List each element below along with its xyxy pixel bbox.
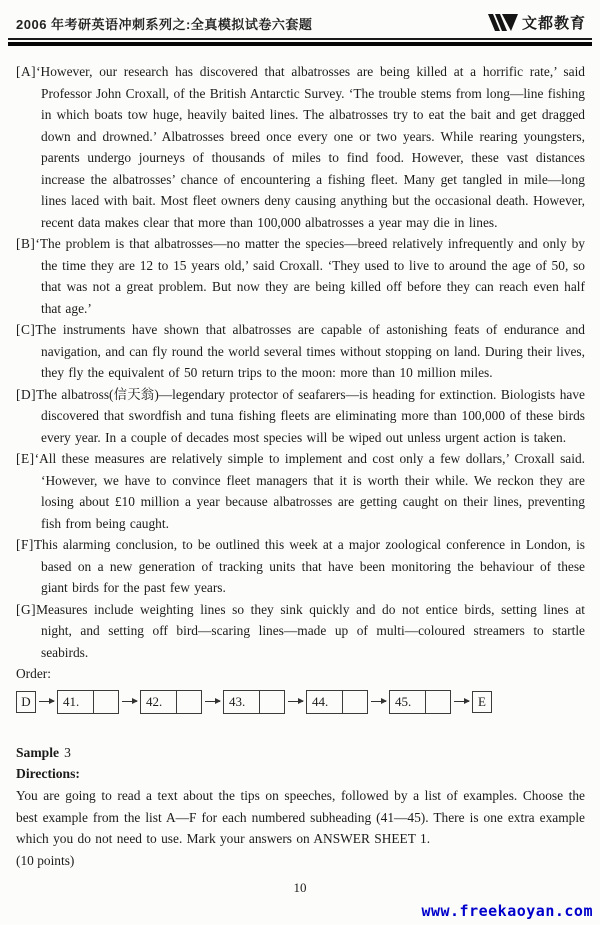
page-number: 10 (293, 880, 307, 895)
points-line: (10 points) (16, 852, 75, 868)
directions-label: Directions: (16, 765, 80, 781)
order-step-42-answer-blank (176, 691, 201, 713)
order-step-44 (306, 690, 368, 714)
paragraph-e-label: [E] (16, 451, 35, 466)
paragraph-c-text: The instruments have shown that albatrosses are capable of astonishing feats of endurance and navigation, and can fly round the world several times without stopping on land. During their lives, they fly the equivalent of 50 return trips to the moon: more than 10 million miles. (35, 322, 585, 380)
order-start-node: D (16, 691, 36, 713)
paragraph-f (16, 534, 585, 599)
paragraph-b-text: ‘The problem is that albatrosses—no matter the species—breed relatively infrequently and only by the time they are 12 to 15 years old,’ said Croxall. ‘They used to live to around the age of 50, so that was not a great problem. But now they are being killed off before they can reach even half that age.’ (35, 236, 585, 316)
paragraph-d-label: [D] (16, 386, 37, 402)
paragraph-b-label: [B] (16, 236, 36, 251)
directions-text: You are going to read a text about the tips on speeches, followed by a list of examples. Choose the best example from the list A—F for each numbered subheading (41—45). There is one extra example which you do not need to use. Mark your answers on ANSWER SHEET 1. (16, 788, 585, 846)
sample-title-word: Sample (16, 744, 60, 760)
order-label: Order: (16, 666, 51, 681)
order-step-41-answer-blank (93, 691, 118, 713)
wendu-w-logo-icon (488, 14, 518, 31)
order-flow-diagram (16, 689, 600, 715)
order-step-44-number: 44. (312, 693, 329, 709)
book-title: 2006 年考研英语冲刺系列之:全真模拟试卷六套题 (16, 17, 313, 32)
publisher-name: 文都教育 (521, 15, 586, 32)
order-step-41 (57, 690, 119, 714)
arrow-right-icon (371, 701, 386, 702)
paragraph-c-label: [C] (16, 322, 36, 337)
paragraph-g-text: Measures include weighting lines so they sink quickly and do not entice birds, setting lines at night, and setting off bird—scaring lines—made up of multi—coloured streamers to startle seabirds. (36, 601, 585, 660)
paragraph-e-text: ‘All these measures are relatively simple to implement and cost only a few dollars,’ Croxall said. ‘However, we have to convince fleet managers that it is worth their while. We reckon they are losing about £10 million a year because albatrosses are getting caught on their lines, preventing fish from being caught. (34, 451, 585, 531)
paragraph-b (16, 233, 585, 319)
arrow-right-icon (39, 701, 54, 702)
order-step-43-answer-blank (259, 691, 284, 713)
order-step-42-number: 42. (146, 693, 163, 709)
arrow-right-icon (454, 701, 469, 702)
arrow-right-icon (122, 701, 137, 702)
sample-3-section (16, 742, 585, 872)
order-step-45-number: 45. (395, 693, 412, 709)
paragraph-f-text: This alarming conclusion, to be outlined this week at a major zoological conference in London, is based on a new generation of tracking units that have been monitoring the behaviour of these giant birds for the past few years. (33, 537, 585, 595)
sample-title-number: 3 (64, 744, 71, 760)
order-step-45 (389, 690, 451, 714)
order-step-44-answer-blank (342, 691, 367, 713)
order-step-43 (223, 690, 285, 714)
paragraph-d-text: The albatross(信天翁)—legendary protector of seafarers—is heading for extinction. Biologists have discovered that swordfish and tuna fishing fleets are eliminating more than 100,000 of these birds every year. In a couple of decades most species will be wiped out unless urgent action is taken. (36, 386, 585, 445)
paragraph-c (16, 319, 585, 384)
arrow-right-icon (205, 701, 220, 702)
paragraph-d (16, 384, 585, 449)
arrow-right-icon (288, 701, 303, 702)
order-step-43-number: 43. (229, 693, 246, 709)
reading-passage (0, 46, 600, 663)
publisher-brand (488, 12, 586, 33)
header-divider (8, 38, 592, 46)
paragraph-a-label: [A] (16, 64, 37, 79)
watermark-url: www.freekaoyan.com (421, 902, 593, 920)
order-step-41-number: 41. (63, 693, 80, 709)
paragraph-g-label: [G] (16, 601, 37, 617)
order-step-45-answer-blank (425, 691, 450, 713)
page-header (0, 0, 600, 33)
paragraph-e (16, 448, 585, 534)
paragraph-g (16, 599, 585, 664)
order-end-node: E (472, 691, 492, 713)
order-step-42 (140, 690, 202, 714)
paragraph-a-text: ‘However, our research has discovered that albatrosses are being killed at a horrific rate,’ said Professor John Croxall, of the British Antarctic Survey. ‘The trouble stems from long—line fishing in which boats tow huge, heavily baited lines. The albatrosses try to eat the bait and get dragged down and drowned.’ Albatrosses breed once every one or two years. While rearing youngsters, parents undergo journeys of thousands of miles to find food. However, these vast distances increase the albatrosses’ chance of encountering a fishing fleet. Many get tangled in mile—long lines laced with bait. Most fleet owners deny causing anything but the occasional death. However, recent data makes clear that more than 100,000 albatrosses a year may die in lines. (36, 64, 585, 230)
paragraph-a (16, 61, 585, 233)
sample-title (16, 742, 585, 763)
paragraph-f-label: [F] (16, 537, 34, 552)
